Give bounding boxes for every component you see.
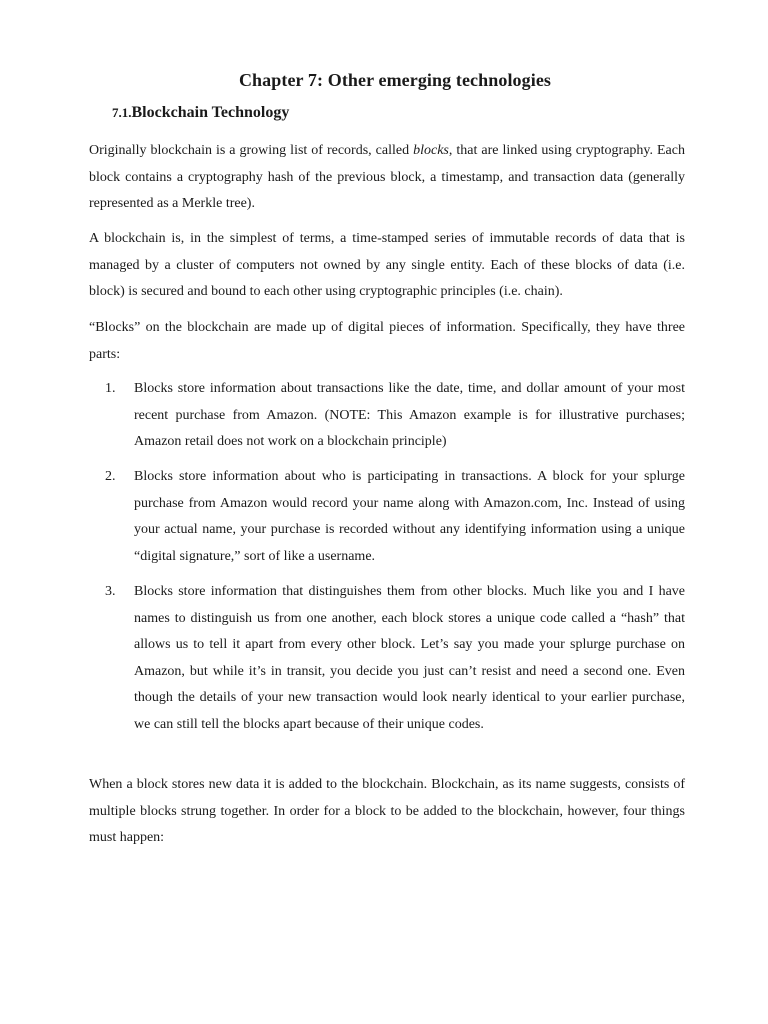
italic-term-blocks: blocks <box>413 143 449 158</box>
list-item-text: Blocks store information about transactions like the date, time, and dollar amount of your most recent purchase from Amazon. (NOTE: This Amazon example is for illustrative purchases; Amazon retail does not work on a blockchain principle) <box>134 381 685 449</box>
paragraph-intro <box>89 138 685 218</box>
paragraph-definition <box>89 226 685 306</box>
list-item-marker: 3. <box>105 584 116 599</box>
paragraph-adding-blocks-text: When a block stores new data it is added to the blockchain. Blockchain, as its name suggests, consists of multiple blocks strung together. In order for a block to be added to the blockchain, however, four things must happen: <box>89 777 685 845</box>
paragraph-blocks-parts <box>89 315 685 368</box>
paragraph-intro-text-start: Originally blockchain is a growing list of records, called <box>89 143 414 158</box>
list-item-marker: 2. <box>105 469 116 484</box>
section-heading <box>112 104 289 122</box>
paragraph-adding-blocks <box>89 772 685 852</box>
paragraph-definition-text: A blockchain is, in the simplest of terms, a time-stamped series of immutable records of data that is managed by a cluster of computers not owned by any single entity. Each of these blocks of data (i.e. block) is secured and bound to each other using cryptographic principles (i.e. chain). <box>89 231 685 299</box>
section-title: Blockchain Technology <box>131 104 290 121</box>
chapter-title: Chapter 7: Other emerging technologies <box>238 70 552 90</box>
list-item-text: Blocks store information that distinguishes them from other blocks. Much like you and I have names to distinguish us from one another, each block stores a unique code called a “hash” that allows us to tell it apart from every other block. Let’s say you made your splurge purchase on Amazon, but while it’s in transit, you decide you just can’t resist and need a second one. Even though the details of your new transaction would look nearly identical to your earlier purchase, we can still tell the blocks apart because of their unique codes. <box>134 584 685 732</box>
list-item-text: Blocks store information about who is participating in transactions. A block for your splurge purchase from Amazon would record your name along with Amazon.com, Inc. Instead of using your actual name, your purchase is recorded without any identifying information using a unique “digital signature,” sort of like a username. <box>134 469 685 564</box>
paragraph-blocks-parts-text: “Blocks” on the blockchain are made up of digital pieces of information. Specifically, they have three parts: <box>89 320 685 362</box>
list-item-marker: 1. <box>105 381 116 396</box>
section-number: 7.1. <box>112 105 132 120</box>
paragraph-intro-text-end: , that are linked using cryptography. Each block contains a cryptography hash of the previous block, a timestamp, and transaction data (generally represented as a Merkle tree). <box>89 143 685 211</box>
